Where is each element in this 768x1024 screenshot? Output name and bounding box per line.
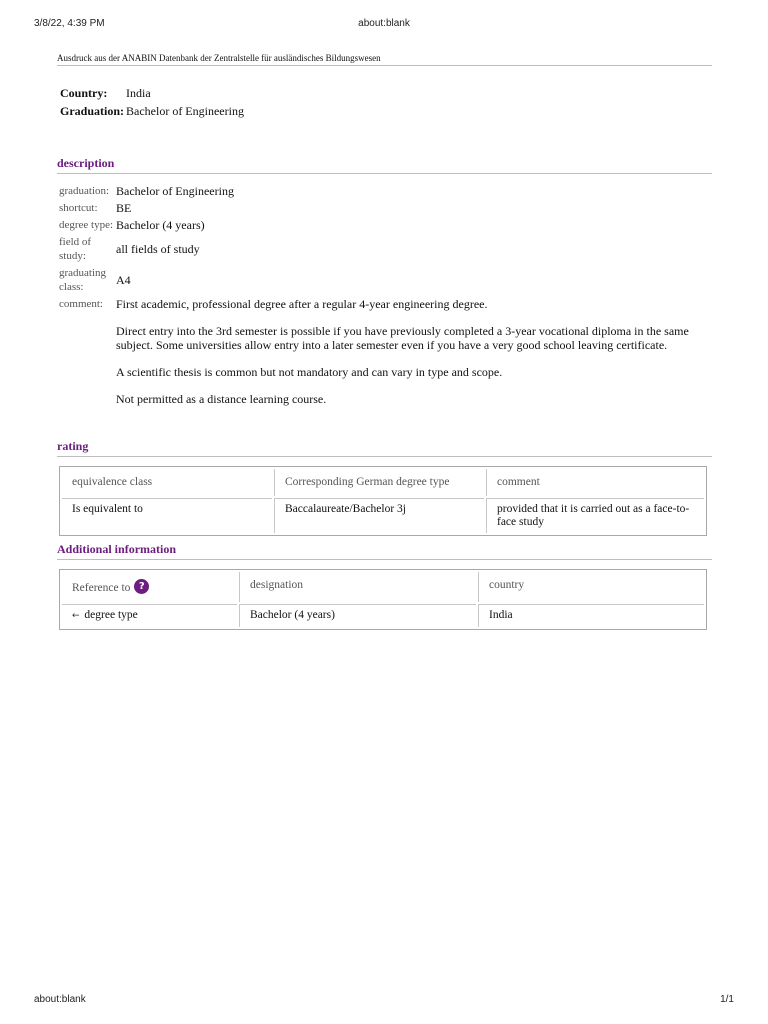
page-number: 1/1: [720, 994, 734, 1005]
column-header: Corresponding German degree type: [274, 469, 484, 496]
table-header-row: [62, 572, 704, 602]
desc-row-class: [59, 266, 699, 294]
description-heading: description: [57, 156, 712, 174]
comment-paragraph: First academic, professional degree after a regular 4-year engineering degree.: [116, 297, 488, 311]
table-header-row: [62, 469, 704, 496]
comment-paragraph: Direct entry into the 3rd semester is possible if you have previously completed a 3-year vocational diploma in the same subject. Some universities allow entry into a later semester even if you have a very good school leaving certificate.: [116, 324, 689, 352]
column-header: [62, 572, 237, 602]
reference-header-label: Reference to: [72, 582, 131, 594]
country-value: India: [126, 86, 151, 100]
desc-comment: [116, 297, 699, 406]
desc-value: Bachelor (4 years): [116, 218, 205, 232]
table-row: [62, 498, 704, 533]
desc-value: Bachelor of Engineering: [116, 184, 234, 198]
desc-label: graduating class:: [59, 267, 107, 293]
print-datetime: 3/8/22, 4:39 PM: [34, 18, 105, 29]
table-cell: Is equivalent to: [62, 498, 272, 533]
column-header: country: [478, 572, 704, 602]
desc-label: degree type:: [59, 219, 114, 231]
desc-label: field of study:: [59, 236, 92, 262]
summary-country-row: [60, 84, 244, 102]
table-cell: [62, 604, 237, 627]
column-header: equivalence class: [72, 476, 153, 488]
print-url: about:blank: [358, 18, 410, 29]
help-icon[interactable]: ?: [134, 579, 149, 594]
table-cell: Baccalaureate/Bachelor 3j: [274, 498, 484, 533]
desc-row-graduation: [59, 184, 699, 198]
comment-paragraph: A scientific thesis is common but not mandatory and can vary in type and scope.: [116, 365, 503, 379]
graduation-label: Graduation:: [60, 104, 125, 118]
rating-heading: rating: [57, 439, 712, 457]
column-header: comment: [486, 469, 704, 496]
rating-table: [59, 466, 707, 536]
arrow-left-icon: ←: [72, 611, 80, 621]
desc-row-field: [59, 235, 699, 263]
table-row: [62, 604, 704, 627]
summary-graduation-row: [60, 102, 244, 120]
desc-label: graduation:: [59, 185, 110, 197]
desc-label: shortcut:: [59, 202, 98, 214]
additional-info-table: [59, 569, 707, 630]
desc-row-degree-type: [59, 218, 699, 232]
description-list: [59, 184, 699, 409]
graduation-value: Bachelor of Engineering: [126, 104, 244, 118]
summary: [60, 84, 244, 120]
desc-value: BE: [116, 201, 132, 215]
desc-row-comment: [59, 297, 699, 406]
desc-label: comment:: [59, 298, 103, 310]
table-cell: provided that it is carried out as a face-to-face study: [486, 498, 704, 533]
document-source: Ausdruck aus der ANABIN Datenbank der Zentralstelle für ausländisches Bildungswesen: [57, 53, 712, 66]
desc-value: all fields of study: [116, 242, 200, 256]
table-cell: India: [478, 604, 704, 627]
desc-value: A4: [116, 273, 131, 287]
desc-row-shortcut: [59, 201, 699, 215]
comment-paragraph: Not permitted as a distance learning course.: [116, 392, 327, 406]
country-label: Country:: [60, 86, 108, 100]
reference-link[interactable]: degree type: [84, 609, 138, 621]
column-header: designation: [239, 572, 476, 602]
footer-url: about:blank: [34, 994, 86, 1005]
additional-info-heading: Additional information: [57, 542, 712, 560]
table-cell: Bachelor (4 years): [239, 604, 476, 627]
